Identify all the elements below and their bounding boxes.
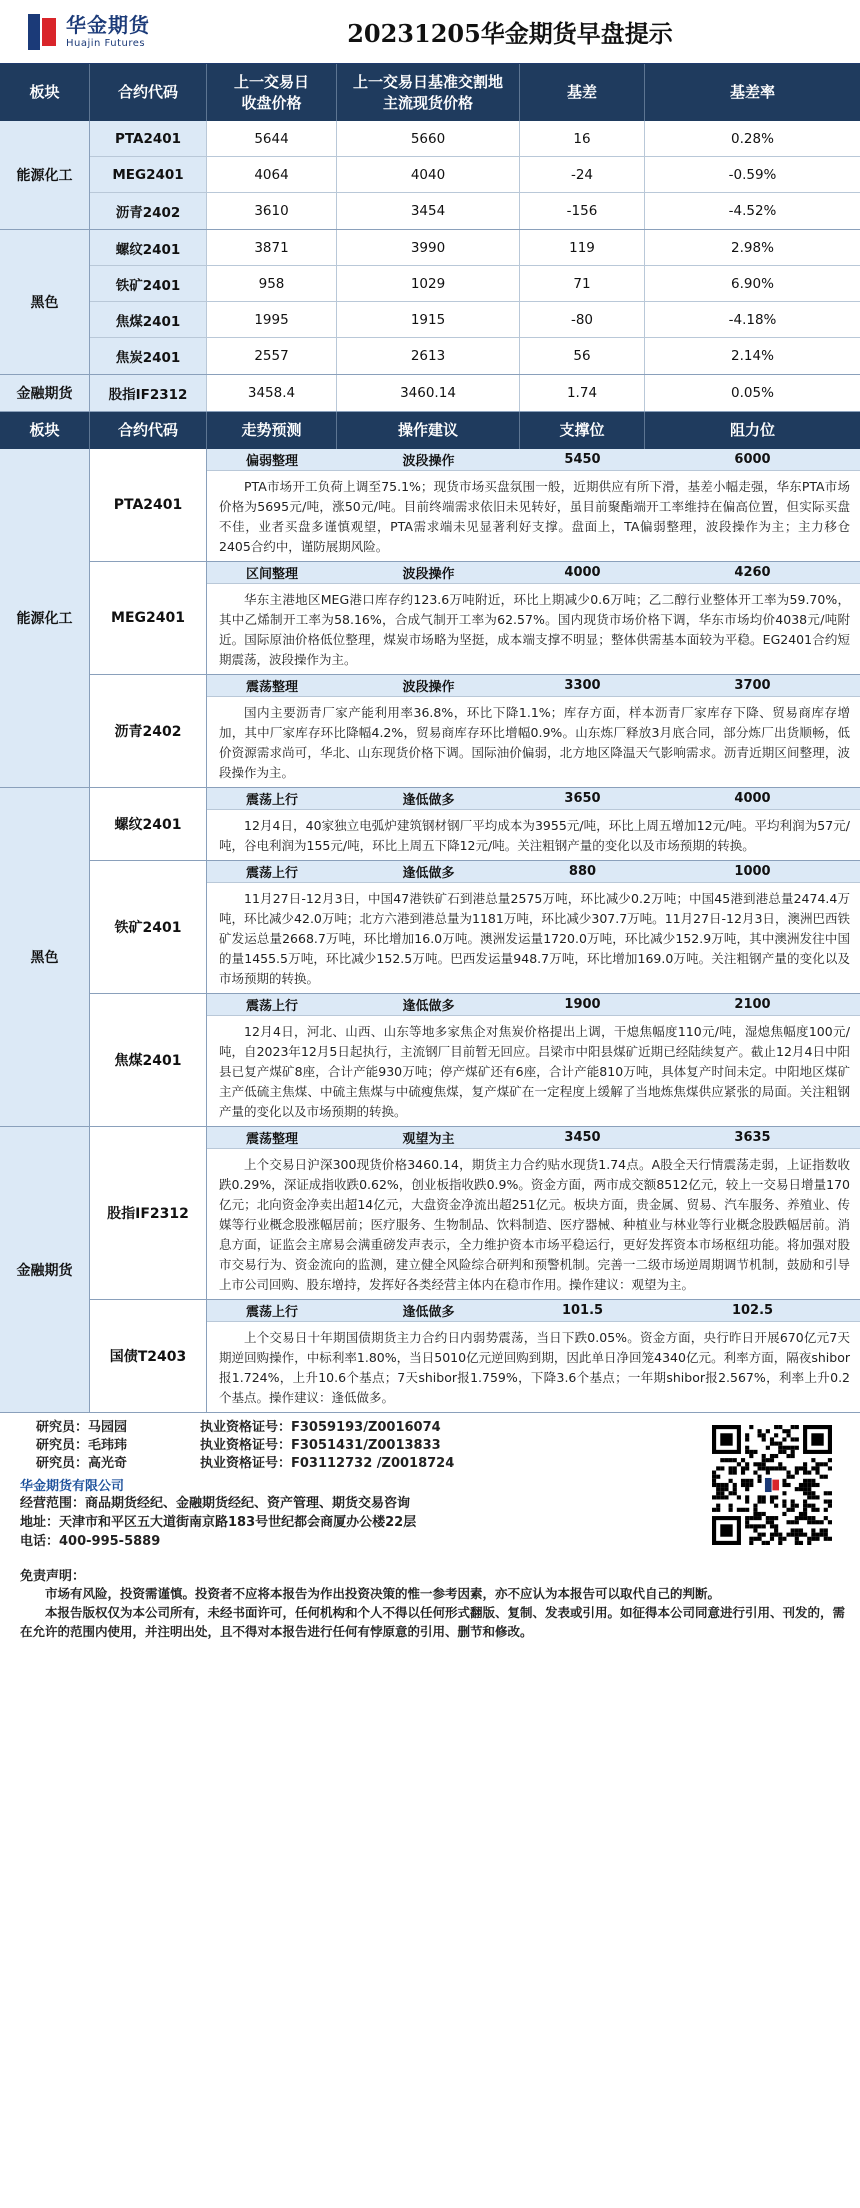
sector-label: 黑色 — [0, 788, 90, 1126]
basis-value: -80 — [520, 302, 645, 337]
analysis-values — [207, 994, 860, 1016]
operation-advice: 波段操作 — [402, 567, 455, 582]
resistance-level: 3700 — [734, 678, 771, 693]
resistance-level: 2100 — [734, 997, 771, 1012]
basis-value: 1.74 — [520, 375, 645, 411]
basis-value: 56 — [520, 338, 645, 374]
license-number: 执业资格证号：F3051431/Z0013833 — [200, 1438, 441, 1453]
operation-advice: 波段操作 — [402, 454, 455, 469]
analysis-text: 国内主要沥青厂家产能利用率36.8%，环比下降1.1%；库存方面，样本沥青厂家库存下降、贸易商库存增加，其中厂家库存环比降幅4.2%，贸易商库存环比增幅0.9%。山东炼厂释放3月底合同，部分炼厂出货顺畅，低价资源需求尚可，华北、山东现货价格下调。国际油价偏弱，北方地区降温天气影响需求。沥青近期区间整理，波段操作为主。 — [219, 705, 850, 780]
operation-advice: 波段操作 — [402, 680, 455, 695]
table-row — [90, 230, 860, 266]
table-row — [90, 375, 860, 411]
column-header: 板块 — [0, 64, 90, 121]
sector-label: 能源化工 — [0, 121, 90, 229]
column-header: 操作建议 — [337, 412, 520, 449]
qr-code-icon — [712, 1425, 832, 1545]
table-row — [90, 302, 860, 338]
basis-value: -24 — [520, 157, 645, 192]
analysis-values — [207, 449, 860, 471]
analysis-text: 11月27日-12月3日，中国47港铁矿石到港总量2575万吨，环比减少0.2万吨；中国45港到港总量2474.4万吨，环比减少42.0万吨；北方六港到港总量为1181万吨，环比减少307.7万吨。11月27日-12月3日，澳洲巴西铁矿发运总量2668.7万吨，环比增加16.0万吨。澳洲发运量1720.0万吨，环比减少152.9万吨，其中澳洲发往中国的量1455.5万吨，环比减少152.5万吨。巴西发运量948.7万吨，环比增加169.0万吨。关注粗钢产量的变化以及市场预期的转换。 — [219, 891, 850, 986]
spot-price: 4040 — [337, 157, 520, 192]
basis-value: 119 — [520, 230, 645, 265]
sector-rows — [90, 375, 860, 411]
close-price: 3610 — [207, 193, 337, 229]
strategy-table-header — [0, 412, 860, 449]
close-price: 1995 — [207, 302, 337, 337]
contract-code: 焦煤2401 — [90, 302, 207, 337]
analysis-body — [207, 675, 860, 787]
column-header: 阻力位 — [729, 421, 775, 440]
sector-group — [0, 788, 860, 1127]
basis-rate: 0.05% — [731, 385, 774, 401]
contract-code: 焦煤2401 — [90, 994, 207, 1126]
contract-code: MEG2401 — [90, 157, 207, 192]
contract-code: 沥青2402 — [90, 193, 207, 229]
basis-rate: -4.18% — [728, 311, 777, 328]
operation-advice: 逢低做多 — [402, 866, 455, 881]
trend-forecast: 震荡整理 — [245, 1132, 298, 1147]
close-price: 2557 — [207, 338, 337, 374]
column-header: 支撑位 — [520, 412, 645, 449]
contract-analysis — [90, 861, 860, 994]
contract-analysis — [90, 449, 860, 562]
operation-advice: 逢低做多 — [402, 999, 455, 1014]
close-price: 3871 — [207, 230, 337, 265]
close-price: 4064 — [207, 157, 337, 192]
sector-label: 金融期货 — [0, 375, 90, 411]
basis-rate: -0.59% — [728, 166, 777, 183]
contract-analysis — [90, 675, 860, 787]
spot-price: 5660 — [337, 121, 520, 156]
operation-advice: 逢低做多 — [402, 1305, 455, 1320]
column-header: 板块 — [0, 412, 90, 449]
trend-forecast: 区间整理 — [245, 567, 298, 582]
disclaimer-paragraph: 本报告版权仅为本公司所有，未经书面许可，任何机构和个人不得以任何形式翻版、复制、发表或引用。如征得本公司同意进行引用、刊发的，需在允许的范围内使用，并注明出处，且不得对本报告进行任何有悖原意的引用、删节和修改。 — [20, 1605, 846, 1639]
sector-rows — [90, 121, 860, 229]
analysis-body — [207, 861, 860, 993]
analysis-text: 上个交易日沪深300现货价格3460.14，期货主力合约贴水现货1.74点。A股全天行情震荡走弱，上证指数收跌0.29%，深证成指收跌0.62%，创业板指收跌0.9%。资金方面，两市成交额8512亿元，较上一交易日增量170亿元；北向资金净卖出超14亿元，大盘资金净流出超251亿元。板块方面，贵金属、贸易、汽车服务、养殖业、传媒等行业概念股涨幅居前；医疗服务、生物制品、饮料制造、医疗器械、种植业与林业等行业概念股跌幅居前。消息方面，证监会主席易会满重磅发声表示，全力维护资本市场平稳运行，更好发挥资本市场枢纽功能。将加强对股市交易行为、资金流向的监测，建立健全风险综合研判和预警机制。完善一二级市场逆周期调节机制，鼓励和引导上市公司回购、股东增持，发挥好各类经营主体内在稳市作用。操作建议：观望为主。 — [219, 1157, 850, 1292]
logo-text-cn: 华金期货 — [66, 12, 150, 37]
analysis-values — [207, 861, 860, 883]
contract-code: 焦炭2401 — [90, 338, 207, 374]
trend-forecast: 震荡上行 — [245, 999, 298, 1014]
sector-label: 能源化工 — [0, 449, 90, 787]
column-header: 合约代码 — [90, 412, 207, 449]
analysis-body — [207, 1300, 860, 1412]
analysis-values — [207, 1300, 860, 1322]
analysis-text: 12月4日，40家独立电弧炉建筑钢材钢厂平均成本为3955元/吨，环比上周五增加12元/吨。平均利润为57元/吨，谷电利润为155元/吨，环比上周五下降12元/吨。关注粗钢产量的变化以及市场预期的转换。 — [219, 818, 850, 853]
operation-advice: 观望为主 — [402, 1132, 455, 1147]
company-name: 华金期货有限公司 — [20, 1479, 125, 1494]
column-header: 合约代码 — [90, 64, 207, 121]
support-level: 101.5 — [561, 1303, 604, 1318]
basis-rate: 2.98% — [731, 239, 774, 256]
disclaimer-paragraph: 市场有风险，投资需谨慎。投资者不应将本报告为作出投资决策的惟一参考因素，亦不应认为本报告可以取代自己的判断。 — [45, 1586, 721, 1601]
sector-items — [90, 788, 860, 1126]
spot-price: 2613 — [337, 338, 520, 374]
support-level: 3450 — [564, 1130, 601, 1145]
spot-price: 1915 — [337, 302, 520, 337]
table-row — [90, 266, 860, 302]
analysis-body — [207, 1127, 860, 1299]
analysis-text: 华东主港地区MEG港口库存约123.6万吨附近，环比上期减少0.6万吨；乙二醇行业整体开工率为59.70%，其中乙烯制开工率为58.16%，合成气制开工率为62.57%。国内现货市场价格下调，华东市场均价4038元/吨附近。国际原油价格低位整理，煤炭市场略为坚挺，成本端支撑不明显；整体供需基本面较为平稳。EG2401合约短期震荡，波段操作为主。 — [219, 592, 850, 667]
table-row — [90, 157, 860, 193]
strategy-table — [0, 449, 860, 1413]
sector-group — [0, 375, 860, 412]
column-header: 上一交易日 收盘价格 — [207, 64, 337, 121]
contract-analysis — [90, 562, 860, 675]
operation-advice: 逢低做多 — [402, 793, 455, 808]
column-header: 基差 — [520, 64, 645, 121]
sector-group — [0, 449, 860, 788]
analysis-text: 12月4日，河北、山西、山东等地多家焦企对焦炭价格提出上调，干熄焦幅度110元/吨，湿熄焦幅度100元/吨，自2023年12月5日起执行，主流钢厂目前暂无回应。吕梁市中阳县煤矿近期已经陆续复产。截止12月4日中阳县已复产煤矿8座，合计产能930万吨；停产煤矿还有6座，合计产能810万吨，具体复产时间未定。中阳地区煤矿主产低硫主焦煤、中硫主焦煤与中硫瘦焦煤，复产煤矿在一定程度上缓解了当地炼焦煤供应紧张的局面。关注粗钢产量的变化以及市场预期的转换。 — [219, 1024, 850, 1119]
table-row — [90, 121, 860, 157]
sector-group — [0, 230, 860, 375]
contract-analysis — [90, 994, 860, 1126]
support-level: 3300 — [564, 678, 601, 693]
analysis-body — [207, 994, 860, 1126]
license-number: 执业资格证号：F03112732 /Z0018724 — [200, 1456, 455, 1471]
contract-analysis — [90, 788, 860, 861]
support-level: 3650 — [564, 791, 601, 806]
trend-forecast: 震荡整理 — [245, 680, 298, 695]
analysis-values — [207, 675, 860, 697]
contract-code: PTA2401 — [90, 121, 207, 156]
contract-code: 铁矿2401 — [90, 861, 207, 993]
basis-rate: 0.28% — [731, 130, 774, 147]
analysis-values — [207, 562, 860, 584]
basis-value: 16 — [520, 121, 645, 156]
contract-analysis — [90, 1300, 860, 1412]
analysis-values — [207, 788, 860, 810]
logo-mark-icon — [28, 14, 58, 50]
table-row — [90, 338, 860, 374]
resistance-level: 4260 — [734, 565, 771, 580]
license-number: 执业资格证号：F3059193/Z0016074 — [200, 1420, 441, 1435]
trend-forecast: 偏弱整理 — [245, 454, 298, 469]
company-logo — [0, 0, 200, 64]
resistance-level: 6000 — [734, 452, 771, 467]
resistance-level: 102.5 — [731, 1303, 774, 1318]
contract-code: 沥青2402 — [90, 675, 207, 787]
close-price: 3458.4 — [207, 375, 337, 411]
analysis-body — [207, 562, 860, 674]
close-price: 958 — [207, 266, 337, 301]
contract-code: 螺纹2401 — [90, 788, 207, 860]
analysis-values — [207, 1127, 860, 1149]
spot-price: 3460.14 — [337, 375, 520, 411]
contract-code: MEG2401 — [90, 562, 207, 674]
basis-value: -156 — [520, 193, 645, 229]
basis-table — [0, 121, 860, 412]
sector-items — [90, 449, 860, 787]
spot-price: 1029 — [337, 266, 520, 301]
sector-group — [0, 121, 860, 230]
trend-forecast: 震荡上行 — [245, 793, 298, 808]
basis-table-header — [0, 64, 860, 121]
analysis-text: PTA市场开工负荷上调至75.1%；现货市场买盘氛围一般，近期供应有所下滑，基差小幅走强，华东PTA市场价格为5695元/吨，涨50元/吨。目前终端需求依旧未见转好，虽目前聚酯端开工率维持在偏高位置，但实际买盘不佳，业者买盘多谨慎观望，PTA需求端未见显著利好支撑。盘面上，TA偏弱整理，波段操作为主；主力移仓2405合约中，谨防展期风险。 — [219, 479, 850, 554]
close-price: 5644 — [207, 121, 337, 156]
contract-code: PTA2401 — [90, 449, 207, 561]
column-header: 基差率 — [729, 83, 775, 102]
analysis-text: 上个交易日十年期国债期货主力合约日内弱势震荡，当日下跌0.05%。资金方面，央行昨日开展670亿元7天期逆回购操作，中标利率1.80%，当日5010亿元逆回购到期，因此单日净回笼4340亿元。利率方面，隔夜shibor报1.724%，上升10.6个基点；7天shibor报1.759%，下降3.6个基点；一年期shibor报2.567%，利率上升0.2个基点。操作建议：逢低做多。 — [219, 1330, 850, 1405]
business-scope: 经营范围：商品期货经纪、金融期货经纪、资产管理、期货交易咨询 — [20, 1496, 411, 1511]
sector-group — [0, 1127, 860, 1413]
researcher-name: 研究员：高光奇 — [36, 1456, 128, 1471]
report-title: 20231205华金期货早盘提示 — [347, 19, 673, 48]
analysis-body — [207, 449, 860, 561]
support-level: 880 — [568, 864, 597, 879]
spot-price: 3990 — [337, 230, 520, 265]
resistance-level: 1000 — [734, 864, 771, 879]
contract-code: 国债T2403 — [90, 1300, 207, 1412]
contract-analysis — [90, 1127, 860, 1300]
support-level: 5450 — [564, 452, 601, 467]
company-address: 地址：天津市和平区五大道街南京路183号世纪都会商厦办公楼22层 — [20, 1515, 417, 1530]
sector-label: 黑色 — [0, 230, 90, 374]
resistance-level: 3635 — [734, 1130, 771, 1145]
contract-code: 铁矿2401 — [90, 266, 207, 301]
table-row — [90, 193, 860, 229]
resistance-level: 4000 — [734, 791, 771, 806]
column-header: 走势预测 — [207, 412, 337, 449]
basis-rate: 6.90% — [731, 275, 774, 292]
basis-value: 71 — [520, 266, 645, 301]
disclaimer-title: 免责声明： — [20, 1569, 86, 1584]
support-level: 4000 — [564, 565, 601, 580]
basis-rate: 2.14% — [731, 348, 774, 364]
basis-rate: -4.52% — [728, 203, 777, 219]
sector-label: 金融期货 — [0, 1127, 90, 1412]
contract-code: 股指IF2312 — [90, 1127, 207, 1299]
logo-text-en: Huajin Futures — [66, 37, 146, 49]
spot-price: 3454 — [337, 193, 520, 229]
researcher-name: 研究员：马园园 — [36, 1420, 128, 1435]
researcher-name: 研究员：毛玮玮 — [36, 1438, 128, 1453]
column-header: 上一交易日基准交割地 主流现货价格 — [337, 64, 520, 121]
sector-rows — [90, 230, 860, 374]
sector-items — [90, 1127, 860, 1412]
report-header — [0, 0, 860, 64]
company-phone: 电话：400-995-5889 — [20, 1534, 161, 1549]
contract-code: 股指IF2312 — [90, 375, 207, 411]
trend-forecast: 震荡上行 — [245, 1305, 298, 1320]
trend-forecast: 震荡上行 — [245, 866, 298, 881]
analysis-body — [207, 788, 860, 860]
report-footer — [0, 1413, 860, 1641]
support-level: 1900 — [564, 997, 601, 1012]
contract-code: 螺纹2401 — [90, 230, 207, 265]
